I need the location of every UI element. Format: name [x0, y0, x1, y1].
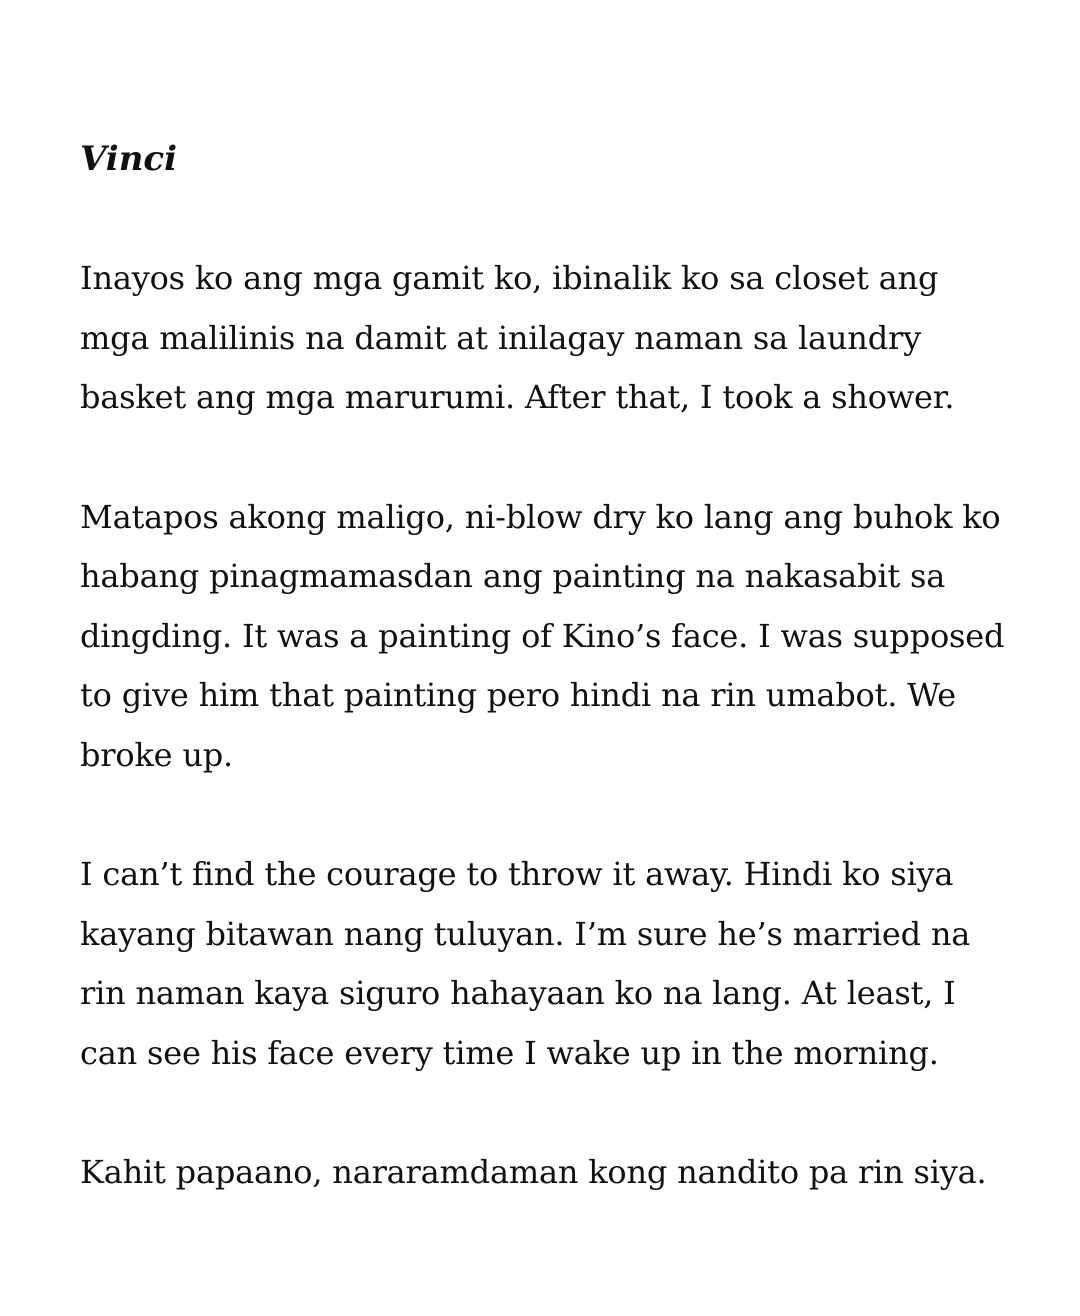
reading-pane	[80, 130, 1020, 1262]
paragraph-1	[80, 249, 1020, 428]
text-line: Matapos akong maligo, ni-blow dry ko lang ang buhok ko	[80, 497, 1001, 536]
text-line: dingding. It was a painting of Kino’s face. I was supposed	[80, 616, 1005, 655]
text-line: basket ang mga marurumi. After that, I took a shower.	[80, 378, 955, 417]
text-line: kayang bitawan nang tuluyan. I’m sure he’s married na	[80, 914, 971, 953]
text-line: habang pinagmamasdan ang painting na nakasabit sa	[80, 557, 946, 596]
paragraph-2	[80, 488, 1020, 786]
text-line: broke up.	[80, 735, 234, 774]
chapter-heading: Vinci	[80, 139, 178, 179]
text-line: Kahit papaano, nararamdaman kong nandito pa rin siya.	[80, 1153, 987, 1192]
text-line: mga malilinis na damit at inilagay naman sa laundry	[80, 318, 921, 357]
text-line: Inayos ko ang mga gamit ko, ibinalik ko sa closet ang	[80, 259, 939, 298]
text-line: rin naman kaya siguro hahayaan ko na lang. At least, I	[80, 974, 956, 1013]
paragraph-4	[80, 1143, 1020, 1203]
paragraph-3	[80, 845, 1020, 1083]
text-line: to give him that painting pero hindi na rin umabot. We	[80, 676, 956, 715]
text-line: can see his face every time I wake up in the morning.	[80, 1033, 939, 1072]
text-line: I can’t find the courage to throw it away. Hindi ko siya	[80, 855, 954, 894]
